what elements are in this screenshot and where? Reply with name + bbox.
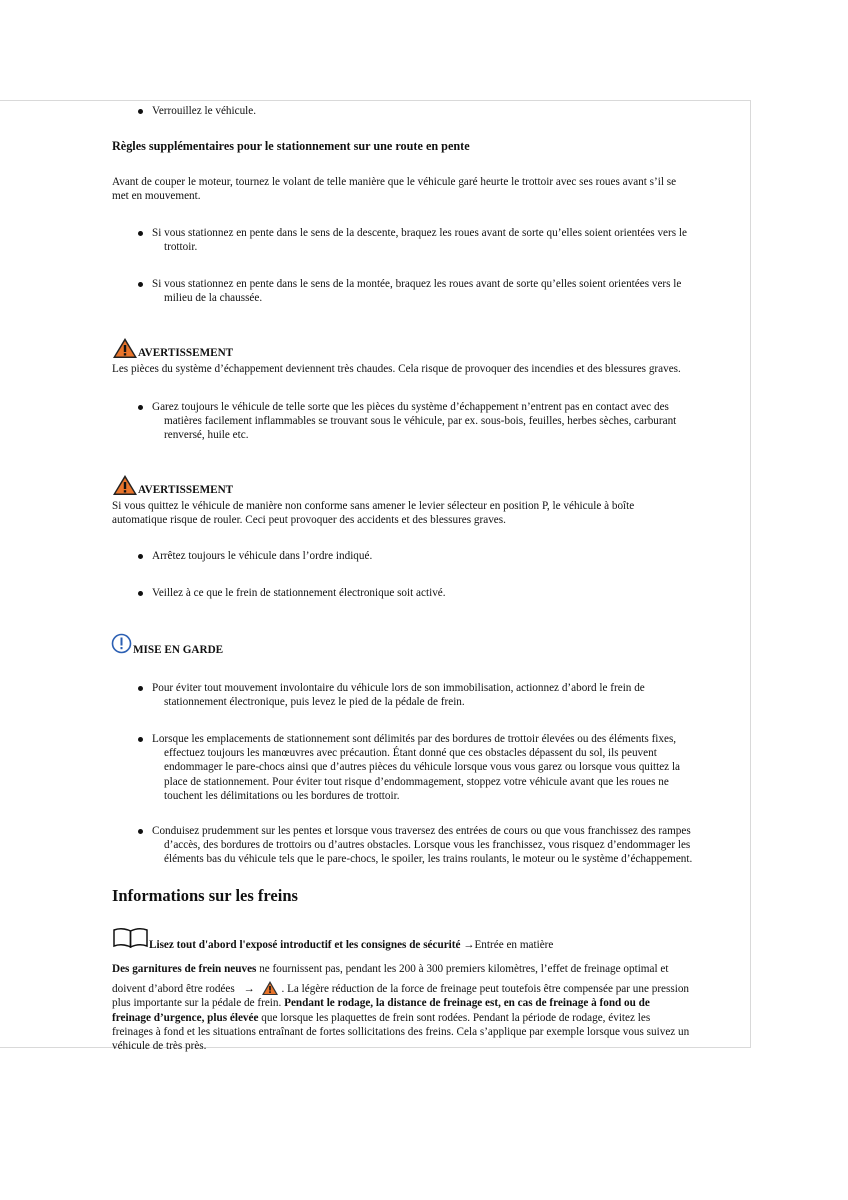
list-item: Conduisez prudemment sur les pentes et lorsque vous traversez des entrées de cours ou que vous franchissez des rampes d’accès, des bordures de trottoirs ou d’autres obstacles. Lorsque vous les franchissez, vous risquez d’endommager les éléments bas du véhicule tels que le pare-chocs, le spoiler, les trains roulants, le moteur ou le système d’échappement. <box>152 824 692 867</box>
warning-icon <box>261 980 279 996</box>
list-item: Lorsque les emplacements de stationnement sont délimités par des bordures de trottoir élevées ou des éléments fixes, effectuez toujours les manœuvres avec précaution. Étant donné que ces obstacles dépassent du sol, ils peuvent endommager le pare-chocs ainsi que d’autres pièces du véhicule lorsque vous vous garez ou lorsque vous quittez la place de stationnement. Pour éviter tout risque d’endommagement, stoppez votre véhicule avant que les roues ne touchent les délimitations ou les bordures de trottoir. <box>152 732 680 803</box>
paragraph: Des garnitures de frein neuves ne fournissent pas, pendant les 200 à 300 premiers kilomètres, l’effet de freinage optimal et doivent d’abord être rodées → . La légère réduction de la force de freinage peut toutefois être compensée par une pression plus importante sur la pédale de frein. Pendant le rodage, la distance de freinage est, en cas de freinage à fond ou de freinage d’urgence, plus élevée que lorsque les plaquettes de frein sont rodées. Pendant la période de rodage, évitez les freinages à fond et les situations entraînant de fortes sollicitations des freins. Cela s’applique par exemple lorsque vous suivez un véhicule de très près. <box>112 963 690 1053</box>
intro-line: Lisez tout d'abord l'exposé introductif et les consignes de sécurité →Entrée en matière <box>149 939 554 951</box>
warning-icon <box>112 337 138 359</box>
book-icon <box>112 927 149 949</box>
warning-title: AVERTISSEMENT <box>138 347 234 359</box>
section-heading: Règles supplémentaires pour le stationnement sur une route en pente <box>112 139 470 153</box>
warning-text: Si vous quittez le véhicule de manière non conforme sans amener le levier sélecteur en position P, le véhicule à boîte automatique risque de rouler. Ceci peut provoquer des accidents et des blessures graves. <box>112 500 635 527</box>
caution-icon <box>111 633 132 654</box>
list-item: Si vous stationnez en pente dans le sens de la montée, braquez les roues avant de sorte qu’elles soient orientées vers le milieu de la chaussée. <box>152 277 681 305</box>
paragraph: Avant de couper le moteur, tournez le volant de telle manière que le véhicule garé heurte le trottoir avec ses roues avant s’il se met en mouvement. <box>112 176 677 203</box>
section-heading: Informations sur les freins <box>112 886 298 905</box>
warning-text: Les pièces du système d’échappement deviennent très chaudes. Cela risque de provoquer des incendies et des blessures graves. <box>112 363 681 375</box>
list-item: Arrêtez toujours le véhicule dans l’ordre indiqué. <box>152 549 372 563</box>
list-item: Verrouillez le véhicule. <box>152 104 256 118</box>
list-item: Si vous stationnez en pente dans le sens de la descente, braquez les roues avant de sorte qu’elles soient orientées vers le trottoir. <box>152 226 687 254</box>
warning-icon <box>112 474 138 496</box>
caution-title: MISE EN GARDE <box>133 644 224 656</box>
intro-link[interactable]: Entrée en matière <box>474 939 554 951</box>
list-item: Veillez à ce que le frein de stationnement électronique soit activé. <box>152 586 446 600</box>
list-item: Garez toujours le véhicule de telle sorte que les pièces du système d’échappement n’entrent pas en contact avec des matières facilement inflammables se trouvant sous le véhicule, par ex. sous-bois, feuilles, herbes sèches, carburant renversé, huile etc. <box>152 400 676 443</box>
list-item: Pour éviter tout mouvement involontaire du véhicule lors de son immobilisation, actionnez d’abord le frein de stationnement électronique, puis levez le pied de la pédale de frein. <box>152 681 645 709</box>
warning-title: AVERTISSEMENT <box>138 484 234 496</box>
